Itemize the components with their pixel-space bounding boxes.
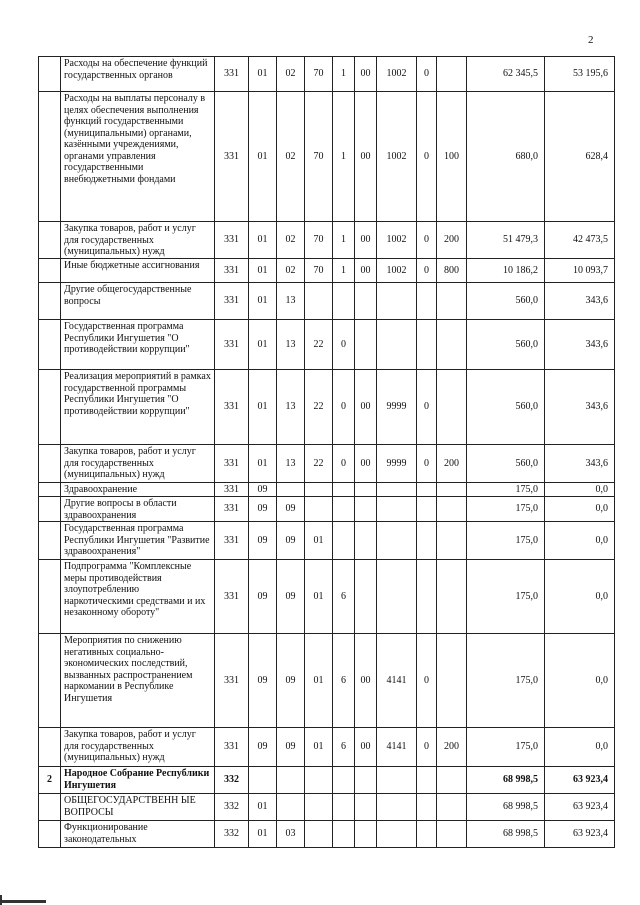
row-target-program: 01 [305, 634, 333, 728]
row-target-program: 22 [305, 370, 333, 445]
row-number [39, 728, 61, 767]
row-number [39, 370, 61, 445]
row-target-subprogram [333, 821, 355, 848]
row-target-subprogram [333, 283, 355, 320]
row-target-extra [417, 320, 437, 370]
row-sum-executed: 53 195,6 [545, 57, 615, 92]
row-target-subprogram [333, 522, 355, 560]
row-target-program [305, 283, 333, 320]
row-expense-type: 100 [437, 92, 467, 222]
row-expense-type: 200 [437, 222, 467, 259]
row-subsection: 03 [277, 821, 305, 848]
row-target-direction [377, 794, 417, 821]
row-target-direction [377, 522, 417, 560]
row-name: Закупка товаров, работ и услуг для государственных (муниципальных) нужд [61, 445, 215, 483]
table-row [39, 283, 615, 320]
row-number [39, 259, 61, 283]
row-grbs: 332 [215, 794, 249, 821]
row-number [39, 497, 61, 522]
row-section: 09 [249, 483, 277, 497]
row-target-event: 00 [355, 634, 377, 728]
row-target-event [355, 497, 377, 522]
budget-table [38, 56, 615, 848]
row-number [39, 560, 61, 634]
row-target-direction: 9999 [377, 370, 417, 445]
row-target-event [355, 483, 377, 497]
row-target-subprogram [333, 497, 355, 522]
row-sum-executed: 343,6 [545, 283, 615, 320]
row-section: 01 [249, 222, 277, 259]
row-expense-type [437, 794, 467, 821]
row-section: 01 [249, 445, 277, 483]
row-target-program [305, 821, 333, 848]
row-section: 09 [249, 728, 277, 767]
row-target-extra [417, 497, 437, 522]
row-sum-executed: 0,0 [545, 483, 615, 497]
row-expense-type: 200 [437, 728, 467, 767]
row-target-extra [417, 483, 437, 497]
row-number [39, 92, 61, 222]
row-sum-executed: 0,0 [545, 497, 615, 522]
row-target-event [355, 560, 377, 634]
row-subsection: 13 [277, 445, 305, 483]
row-subsection: 09 [277, 728, 305, 767]
row-sum-executed: 0,0 [545, 728, 615, 767]
row-target-event [355, 522, 377, 560]
table-row [39, 483, 615, 497]
row-sum-executed: 0,0 [545, 634, 615, 728]
row-sum-executed: 10 093,7 [545, 259, 615, 283]
row-name: Здравоохранение [61, 483, 215, 497]
row-target-program [305, 794, 333, 821]
row-grbs: 332 [215, 821, 249, 848]
row-sum-planned: 680,0 [467, 92, 545, 222]
row-target-program: 01 [305, 522, 333, 560]
row-target-subprogram: 6 [333, 634, 355, 728]
table-row [39, 728, 615, 767]
row-expense-type [437, 320, 467, 370]
row-expense-type [437, 57, 467, 92]
row-subsection [277, 483, 305, 497]
row-expense-type: 200 [437, 445, 467, 483]
row-target-subprogram [333, 794, 355, 821]
row-target-subprogram: 1 [333, 259, 355, 283]
row-sum-planned: 560,0 [467, 283, 545, 320]
row-expense-type [437, 560, 467, 634]
row-subsection: 13 [277, 320, 305, 370]
row-target-program: 01 [305, 728, 333, 767]
row-name: Реализация мероприятий в рамках государственной программы Республики Ингушетия "О противодействии коррупции" [61, 370, 215, 445]
row-expense-type [437, 634, 467, 728]
table-row [39, 57, 615, 92]
row-subsection: 13 [277, 370, 305, 445]
row-name: Подпрограмма "Комплексные меры противодействия злоупотреблению наркотическими средствами и их незаконному обороту" [61, 560, 215, 634]
row-expense-type [437, 497, 467, 522]
row-name: Закупка товаров, работ и услуг для государственных (муниципальных) нужд [61, 728, 215, 767]
row-target-subprogram: 1 [333, 57, 355, 92]
row-sum-executed: 0,0 [545, 522, 615, 560]
row-expense-type [437, 767, 467, 794]
row-sum-planned: 560,0 [467, 320, 545, 370]
row-sum-executed: 343,6 [545, 370, 615, 445]
row-target-subprogram: 1 [333, 222, 355, 259]
row-target-direction [377, 483, 417, 497]
row-target-program: 22 [305, 445, 333, 483]
row-number [39, 522, 61, 560]
row-section [249, 767, 277, 794]
row-target-direction: 9999 [377, 445, 417, 483]
table-row [39, 320, 615, 370]
table-row [39, 445, 615, 483]
row-grbs: 331 [215, 483, 249, 497]
row-sum-executed: 343,6 [545, 320, 615, 370]
row-target-direction: 1002 [377, 259, 417, 283]
row-sum-planned: 175,0 [467, 497, 545, 522]
row-expense-type: 800 [437, 259, 467, 283]
row-expense-type [437, 522, 467, 560]
row-target-direction: 4141 [377, 728, 417, 767]
row-section: 01 [249, 92, 277, 222]
table-row [39, 497, 615, 522]
row-sum-planned: 62 345,5 [467, 57, 545, 92]
row-target-subprogram [333, 767, 355, 794]
row-grbs: 332 [215, 767, 249, 794]
row-subsection: 02 [277, 259, 305, 283]
row-target-direction [377, 283, 417, 320]
row-subsection [277, 794, 305, 821]
row-grbs: 331 [215, 728, 249, 767]
row-grbs: 331 [215, 560, 249, 634]
row-subsection: 02 [277, 92, 305, 222]
row-target-subprogram: 6 [333, 560, 355, 634]
row-target-extra: 0 [417, 445, 437, 483]
row-sum-executed: 63 923,4 [545, 767, 615, 794]
table-row [39, 794, 615, 821]
row-target-extra: 0 [417, 634, 437, 728]
row-subsection: 09 [277, 522, 305, 560]
row-sum-executed: 343,6 [545, 445, 615, 483]
table-row [39, 222, 615, 259]
row-target-direction [377, 320, 417, 370]
row-target-subprogram: 0 [333, 370, 355, 445]
row-target-direction [377, 767, 417, 794]
row-target-direction [377, 497, 417, 522]
row-number [39, 445, 61, 483]
row-target-extra: 0 [417, 259, 437, 283]
row-target-direction [377, 560, 417, 634]
row-target-extra [417, 560, 437, 634]
table-row [39, 560, 615, 634]
row-section: 01 [249, 283, 277, 320]
row-number [39, 821, 61, 848]
row-sum-planned: 68 998,5 [467, 794, 545, 821]
row-section: 09 [249, 522, 277, 560]
row-name: Государственная программа Республики Ингушетия "О противодействии коррупции" [61, 320, 215, 370]
row-target-extra: 0 [417, 370, 437, 445]
row-target-extra [417, 794, 437, 821]
row-sum-planned: 175,0 [467, 728, 545, 767]
row-subsection: 09 [277, 560, 305, 634]
row-target-program [305, 767, 333, 794]
row-expense-type [437, 370, 467, 445]
row-target-event: 00 [355, 728, 377, 767]
row-number [39, 222, 61, 259]
row-sum-executed: 0,0 [545, 560, 615, 634]
row-subsection: 02 [277, 57, 305, 92]
row-target-direction [377, 821, 417, 848]
row-grbs: 331 [215, 370, 249, 445]
row-target-extra [417, 821, 437, 848]
row-target-program: 70 [305, 222, 333, 259]
row-number [39, 794, 61, 821]
row-target-event [355, 767, 377, 794]
row-subsection: 09 [277, 497, 305, 522]
row-sum-executed: 42 473,5 [545, 222, 615, 259]
row-target-program: 70 [305, 57, 333, 92]
row-sum-planned: 175,0 [467, 522, 545, 560]
row-sum-planned: 175,0 [467, 483, 545, 497]
scan-artifact [0, 900, 46, 903]
row-target-event: 00 [355, 259, 377, 283]
row-section: 01 [249, 370, 277, 445]
table-row [39, 821, 615, 848]
table-row [39, 634, 615, 728]
table-row [39, 370, 615, 445]
row-grbs: 331 [215, 522, 249, 560]
row-target-program: 01 [305, 560, 333, 634]
row-grbs: 331 [215, 445, 249, 483]
row-grbs: 331 [215, 497, 249, 522]
row-name: Народное Собрание Республики Ингушетия [61, 767, 215, 794]
row-grbs: 331 [215, 92, 249, 222]
row-target-direction: 1002 [377, 92, 417, 222]
row-sum-planned: 560,0 [467, 370, 545, 445]
row-sum-planned: 175,0 [467, 560, 545, 634]
row-target-extra [417, 767, 437, 794]
row-target-subprogram: 1 [333, 92, 355, 222]
row-target-event: 00 [355, 445, 377, 483]
row-sum-planned: 51 479,3 [467, 222, 545, 259]
row-target-extra: 0 [417, 57, 437, 92]
row-name: Другие общегосударственные вопросы [61, 283, 215, 320]
row-grbs: 331 [215, 222, 249, 259]
row-target-event: 00 [355, 222, 377, 259]
row-sum-planned: 68 998,5 [467, 767, 545, 794]
row-target-direction: 1002 [377, 222, 417, 259]
row-target-program: 22 [305, 320, 333, 370]
row-name: Другие вопросы в области здравоохранения [61, 497, 215, 522]
row-name: ОБЩЕГОСУДАРСТВЕНН ЫЕ ВОПРОСЫ [61, 794, 215, 821]
row-sum-planned: 175,0 [467, 634, 545, 728]
row-target-program: 70 [305, 259, 333, 283]
row-target-subprogram [333, 483, 355, 497]
row-sum-planned: 560,0 [467, 445, 545, 483]
row-target-extra [417, 283, 437, 320]
row-sum-planned: 10 186,2 [467, 259, 545, 283]
row-target-program [305, 497, 333, 522]
row-section: 09 [249, 497, 277, 522]
row-sum-executed: 63 923,4 [545, 821, 615, 848]
scan-artifact [0, 895, 2, 905]
row-target-program: 70 [305, 92, 333, 222]
row-grbs: 331 [215, 57, 249, 92]
row-target-program [305, 483, 333, 497]
row-grbs: 331 [215, 320, 249, 370]
row-section: 09 [249, 560, 277, 634]
row-target-subprogram: 0 [333, 320, 355, 370]
row-section: 01 [249, 259, 277, 283]
row-subsection: 13 [277, 283, 305, 320]
row-number [39, 483, 61, 497]
row-section: 01 [249, 57, 277, 92]
table-row [39, 522, 615, 560]
page-number: 2 [588, 34, 594, 46]
row-name: Функционирование законодательных [61, 821, 215, 848]
row-grbs: 331 [215, 634, 249, 728]
row-sum-planned: 68 998,5 [467, 821, 545, 848]
row-target-event: 00 [355, 92, 377, 222]
row-target-event [355, 821, 377, 848]
row-section: 01 [249, 320, 277, 370]
row-number [39, 634, 61, 728]
row-target-subprogram: 6 [333, 728, 355, 767]
row-name: Государственная программа Республики Ингушетия "Развитие здравоохранения" [61, 522, 215, 560]
row-target-event: 00 [355, 57, 377, 92]
table-row [39, 92, 615, 222]
row-name: Расходы на обеспечение функций государственных органов [61, 57, 215, 92]
row-target-event [355, 283, 377, 320]
row-target-extra: 0 [417, 728, 437, 767]
row-target-direction: 1002 [377, 57, 417, 92]
row-target-extra: 0 [417, 92, 437, 222]
row-target-extra [417, 522, 437, 560]
row-section: 09 [249, 634, 277, 728]
row-target-direction: 4141 [377, 634, 417, 728]
row-target-event [355, 794, 377, 821]
row-number [39, 283, 61, 320]
row-expense-type [437, 821, 467, 848]
row-name: Мероприятия по снижению негативных социально-экономических последствий, вызванных распространением наркомании в Республике Ингушетия [61, 634, 215, 728]
row-expense-type [437, 283, 467, 320]
row-number: 2 [39, 767, 61, 794]
table-row [39, 767, 615, 794]
row-number [39, 57, 61, 92]
row-target-subprogram: 0 [333, 445, 355, 483]
row-subsection: 02 [277, 222, 305, 259]
row-name: Иные бюджетные ассигнования [61, 259, 215, 283]
row-name: Расходы на выплаты персоналу в целях обеспечения выполнения функций государственными (муниципальными) органами, казёнными учреждениями, органами управления государственными внебюджетными фондами [61, 92, 215, 222]
row-subsection: 09 [277, 634, 305, 728]
row-grbs: 331 [215, 283, 249, 320]
row-target-extra: 0 [417, 222, 437, 259]
row-subsection [277, 767, 305, 794]
row-target-event [355, 320, 377, 370]
row-sum-executed: 628,4 [545, 92, 615, 222]
row-number [39, 320, 61, 370]
row-expense-type [437, 483, 467, 497]
row-section: 01 [249, 821, 277, 848]
row-target-event: 00 [355, 370, 377, 445]
table-row [39, 259, 615, 283]
row-sum-executed: 63 923,4 [545, 794, 615, 821]
row-section: 01 [249, 794, 277, 821]
row-name: Закупка товаров, работ и услуг для государственных (муниципальных) нужд [61, 222, 215, 259]
row-grbs: 331 [215, 259, 249, 283]
